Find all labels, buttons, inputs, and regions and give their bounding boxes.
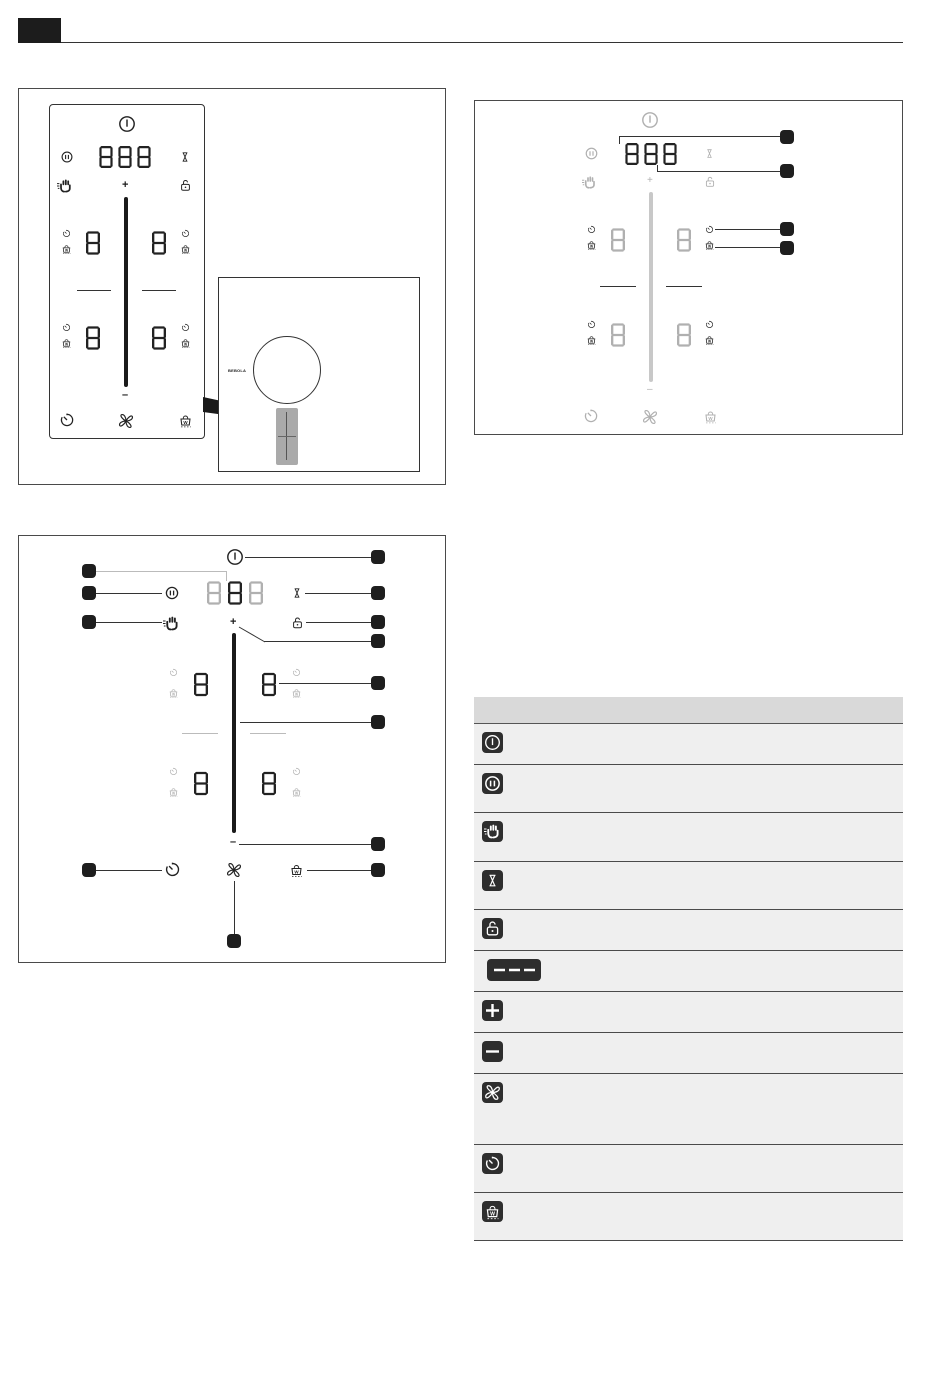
figure-panel-controls xyxy=(18,535,446,963)
callout-marker xyxy=(82,564,96,578)
zone-digit xyxy=(262,672,276,697)
zone-digit xyxy=(152,231,166,255)
digit xyxy=(644,143,658,165)
table-row xyxy=(474,1033,903,1074)
table-row xyxy=(474,1193,903,1241)
callout-leader xyxy=(680,136,785,137)
lock-icon xyxy=(291,615,304,630)
row-icon-box xyxy=(482,773,503,794)
table-row xyxy=(474,1145,903,1193)
table-header xyxy=(474,697,903,724)
callout-leader xyxy=(619,136,620,144)
control-panel xyxy=(49,104,205,439)
zone-warm-icon xyxy=(61,243,72,255)
zone-timer-icon xyxy=(62,323,71,332)
power-icon xyxy=(118,115,136,133)
symbol-legend-table xyxy=(474,697,903,1241)
callout-leader xyxy=(226,571,227,581)
callout-marker xyxy=(82,615,96,629)
zone-timer-icon xyxy=(181,229,190,238)
zone-digit xyxy=(86,326,100,350)
timer-icon xyxy=(59,412,75,428)
zone-timer-icon xyxy=(62,229,71,238)
power-slider[interactable] xyxy=(124,197,128,387)
timer-icon xyxy=(583,408,599,424)
callout-leader xyxy=(240,722,378,723)
zone-digit xyxy=(194,672,208,697)
minus-label: – xyxy=(122,389,129,401)
callout-leader xyxy=(306,622,378,623)
callout-leader xyxy=(264,641,378,642)
fan-icon xyxy=(117,412,135,430)
keep-warm-icon xyxy=(703,408,718,425)
zone-timer-icon xyxy=(587,225,596,234)
minus-label: – xyxy=(230,836,237,848)
zone-digit xyxy=(262,771,276,796)
zone-divider xyxy=(77,290,111,291)
zone-warm-icon xyxy=(291,786,302,798)
callout-marker xyxy=(371,676,385,690)
hand-icon xyxy=(57,178,73,194)
zone-divider xyxy=(250,733,286,734)
callout-leader xyxy=(715,247,785,248)
zone-timer-icon xyxy=(292,668,301,677)
pause-icon xyxy=(164,585,180,601)
callout-marker xyxy=(371,837,385,851)
digit xyxy=(228,581,242,605)
zone-timer-icon xyxy=(169,767,178,776)
row-icon-box xyxy=(482,1041,503,1062)
zone-warm-icon xyxy=(180,243,191,255)
callout-leader xyxy=(657,171,785,172)
lock-icon xyxy=(484,919,505,940)
digit xyxy=(207,581,221,605)
callout-leader xyxy=(307,870,378,871)
zone-digit xyxy=(152,326,166,350)
digit xyxy=(663,143,677,165)
table-row xyxy=(474,862,903,910)
zone-warm-icon xyxy=(61,337,72,349)
zone-timer-icon xyxy=(705,320,714,329)
hob-logo: BEBOLA xyxy=(228,368,247,373)
power-icon xyxy=(641,111,659,129)
table-row xyxy=(474,910,903,951)
zone-divider xyxy=(142,290,176,291)
plus-label: + xyxy=(230,616,237,628)
minus-icon xyxy=(482,1041,503,1062)
timer-display xyxy=(99,146,155,168)
hand-icon xyxy=(484,823,505,844)
power-slider[interactable] xyxy=(232,633,236,833)
row-icon-box xyxy=(482,1201,503,1222)
zone-digit xyxy=(611,323,625,347)
hob-control-strip xyxy=(276,408,298,465)
table-row xyxy=(474,992,903,1033)
hob-inset xyxy=(218,277,420,472)
hob-cooking-zone xyxy=(253,336,321,404)
power-slider xyxy=(649,192,653,382)
hand-icon xyxy=(582,175,597,190)
zone-warm-icon xyxy=(704,334,715,346)
plus-label: + xyxy=(122,179,129,191)
keep-warm-icon xyxy=(484,1202,505,1223)
zone-timer-icon xyxy=(587,320,596,329)
zone-digit xyxy=(611,228,625,252)
callout-marker xyxy=(780,222,794,236)
zone-warm-icon xyxy=(586,334,597,346)
callout-marker xyxy=(371,634,385,648)
slider-dashes-icon xyxy=(487,959,541,981)
callout-marker xyxy=(82,863,96,877)
row-icon-box xyxy=(482,870,503,891)
table-row xyxy=(474,813,903,862)
fan-icon xyxy=(641,408,659,426)
hand-icon xyxy=(163,615,180,632)
callout-leader-diagonal xyxy=(238,626,266,643)
pause-icon xyxy=(60,150,74,164)
hourglass-icon xyxy=(485,872,506,893)
callout-leader xyxy=(89,571,227,572)
zone-divider xyxy=(666,286,702,287)
timer-display xyxy=(625,143,681,165)
strip-divider xyxy=(278,436,296,437)
callout-marker xyxy=(780,130,794,144)
row-icon-box xyxy=(482,1000,503,1021)
zone-warm-icon xyxy=(168,687,179,699)
zone-digit xyxy=(194,771,208,796)
fan-icon xyxy=(483,1083,504,1104)
callout-marker xyxy=(371,615,385,629)
header-rule xyxy=(61,42,903,43)
digit xyxy=(99,146,113,168)
row-icon-box xyxy=(482,821,503,842)
timer-icon xyxy=(484,1155,505,1176)
zone-digit xyxy=(677,323,691,347)
keep-warm-icon xyxy=(178,412,193,429)
callout-marker xyxy=(371,586,385,600)
lock-icon xyxy=(179,178,192,192)
callout-leader xyxy=(89,622,162,623)
row-icon-box xyxy=(482,1153,503,1174)
callout-marker xyxy=(780,164,794,178)
callout-marker xyxy=(371,550,385,564)
lock-icon xyxy=(704,175,716,188)
zone-digit xyxy=(677,228,691,252)
minus-label: – xyxy=(647,384,653,395)
timer-icon xyxy=(164,861,181,878)
callout-marker xyxy=(371,715,385,729)
callout-leader xyxy=(245,557,378,558)
hourglass-icon xyxy=(704,147,715,160)
zone-warm-icon xyxy=(168,786,179,798)
row-icon-box xyxy=(487,959,541,981)
digit xyxy=(137,146,151,168)
callout-marker xyxy=(82,586,96,600)
page-number-block xyxy=(18,18,61,43)
digit xyxy=(118,146,132,168)
hourglass-icon xyxy=(291,586,303,600)
table-row xyxy=(474,765,903,813)
callout-leader xyxy=(279,683,378,684)
zone-timer-icon xyxy=(292,767,301,776)
zone-divider xyxy=(600,286,636,287)
timer-display xyxy=(207,581,265,605)
figure-panel-display-detail xyxy=(474,100,903,435)
figure-panel-overview xyxy=(18,88,446,485)
callout-leader xyxy=(305,593,378,594)
callout-marker xyxy=(227,934,241,948)
callout-marker xyxy=(780,241,794,255)
fan-icon xyxy=(225,861,243,879)
callout-leader xyxy=(89,593,162,594)
zone-digit xyxy=(86,231,100,255)
callout-leader xyxy=(89,870,162,871)
table-row xyxy=(474,951,903,992)
digit xyxy=(249,581,263,605)
zone-warm-icon xyxy=(586,239,597,251)
row-icon-box xyxy=(482,1082,503,1103)
zone-divider xyxy=(182,733,218,734)
power-icon xyxy=(484,734,505,755)
pause-icon xyxy=(584,146,599,161)
power-icon xyxy=(226,548,244,566)
zone-timer-icon xyxy=(169,668,178,677)
table-row xyxy=(474,724,903,765)
callout-leader xyxy=(239,844,378,845)
callout-marker xyxy=(371,863,385,877)
zone-warm-icon xyxy=(704,239,715,251)
hourglass-icon xyxy=(179,150,191,164)
callout-leader xyxy=(619,136,681,137)
plus-icon xyxy=(482,1000,503,1021)
zone-timer-icon xyxy=(705,225,714,234)
pause-icon xyxy=(483,774,504,795)
zone-warm-icon xyxy=(291,687,302,699)
plus-label: + xyxy=(647,175,653,186)
table-row xyxy=(474,1074,903,1145)
row-icon-box xyxy=(482,918,503,939)
keep-warm-icon xyxy=(289,861,304,879)
zone-warm-icon xyxy=(180,337,191,349)
digit xyxy=(625,143,639,165)
callout-leader xyxy=(234,881,235,939)
row-icon-box xyxy=(482,732,503,753)
zone-timer-icon xyxy=(181,323,190,332)
callout-leader xyxy=(715,229,785,230)
